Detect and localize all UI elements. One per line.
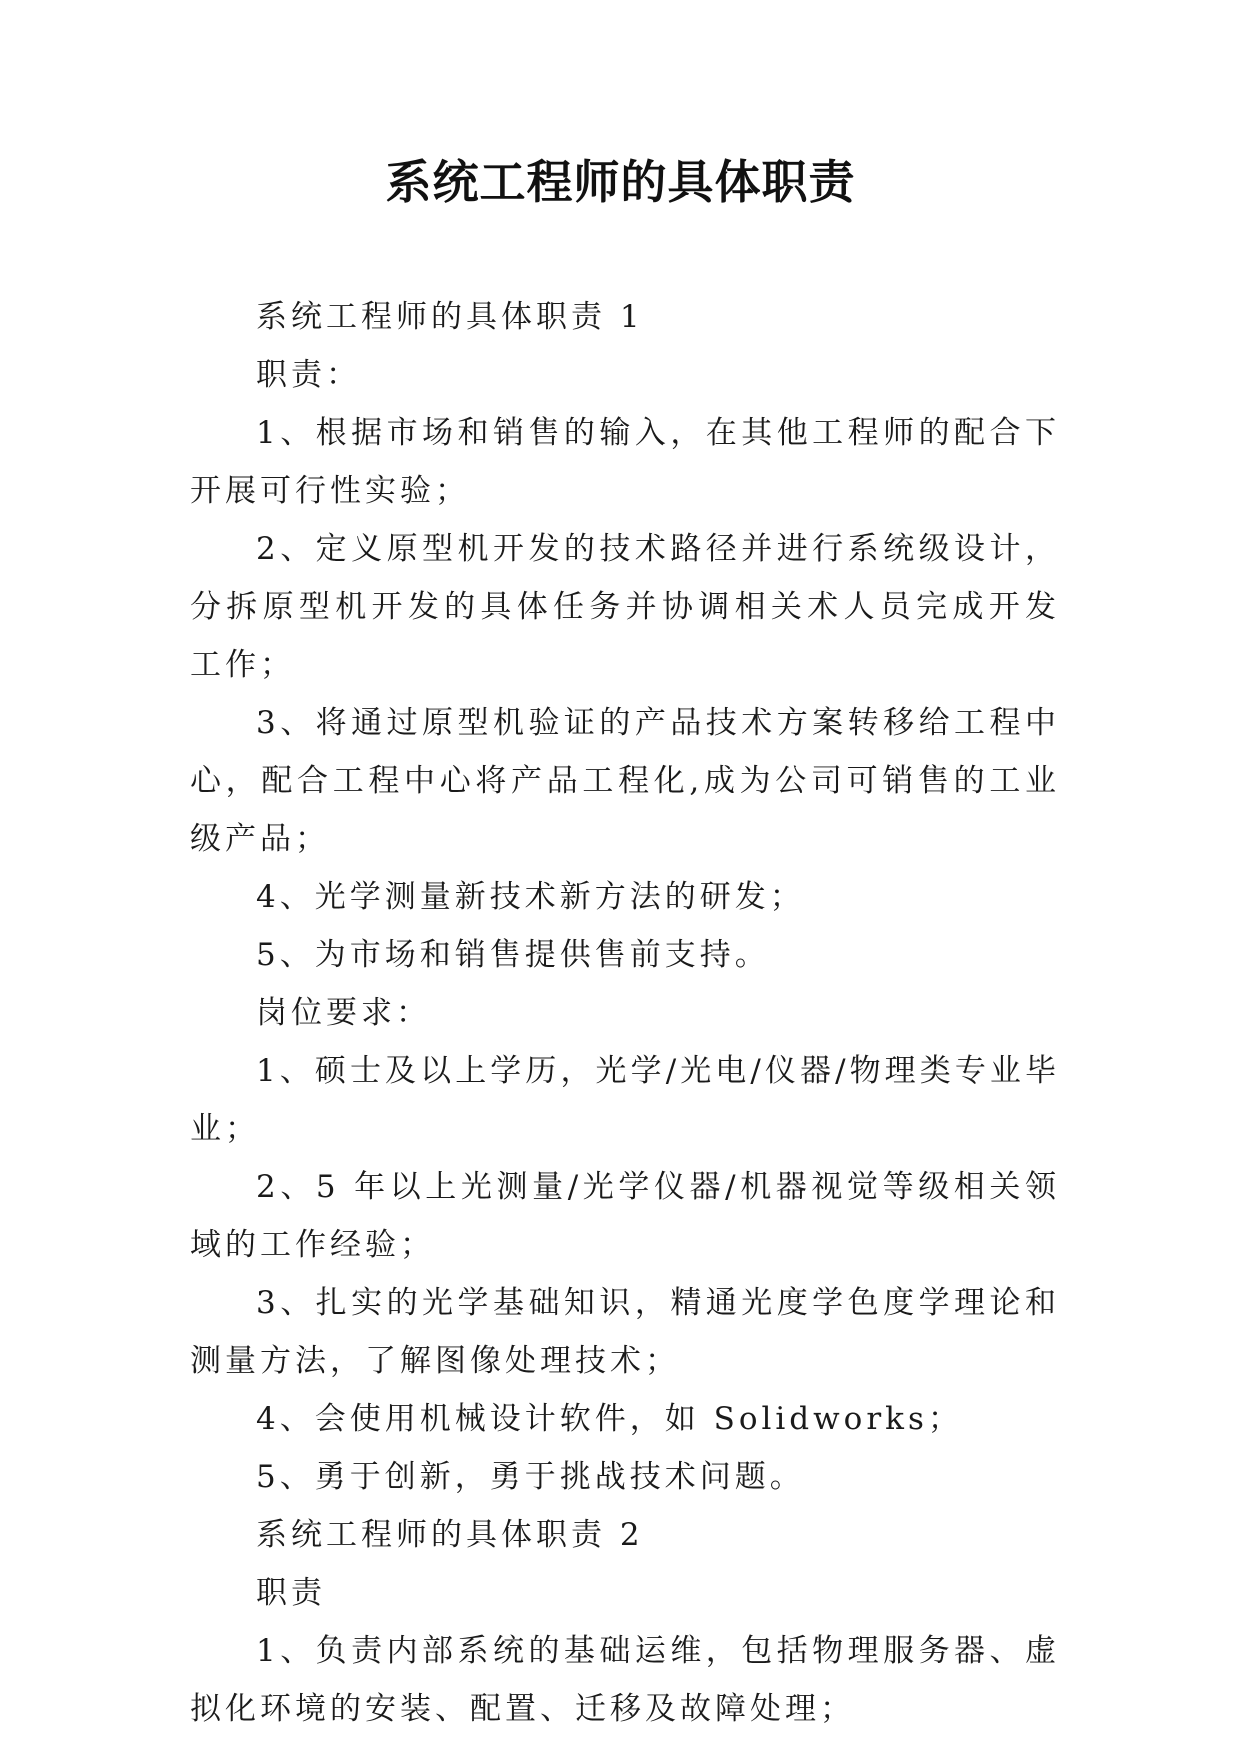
- section-heading-2: 系统工程师的具体职责 2: [256, 1517, 644, 1553]
- requirement-item: 3、扎实的光学基础知识，精通光度学色度学理论和测量方法，了解图像处理技术；: [190, 1285, 1060, 1379]
- duties-label: 职责: [256, 1575, 326, 1611]
- duties-label: 职责：: [256, 357, 361, 393]
- requirements-label: 岗位要求：: [256, 995, 431, 1031]
- duty-item: 1、负责内部系统的基础运维，包括物理服务器、虚拟化环境的安装、配置、迁移及故障处理；: [190, 1633, 1060, 1727]
- requirement-item: 4、会使用机械设计软件，如 Solidworks；: [256, 1401, 963, 1437]
- duty-item: 3、将通过原型机验证的产品技术方案转移给工程中心，配合工程中心将产品工程化,成为公司可销售的工业级产品；: [190, 705, 1060, 857]
- duty-item: 4、光学测量新技术新方法的研发；: [256, 879, 805, 915]
- requirement-item: 5、勇于创新，勇于挑战技术问题。: [256, 1459, 805, 1495]
- duty-item: 2、定义原型机开发的技术路径并进行系统级设计，分拆原型机开发的具体任务并协调相关术人员完成开发工作；: [190, 531, 1060, 683]
- requirement-item: 2、5 年以上光测量/光学仪器/机器视觉等级相关领域的工作经验；: [190, 1169, 1060, 1263]
- section-heading-1: 系统工程师的具体职责 1: [256, 299, 644, 335]
- duty-item: 5、为市场和销售提供售前支持。: [256, 937, 770, 973]
- requirement-item: 1、硕士及以上学历，光学/光电/仪器/物理类专业毕业；: [190, 1053, 1060, 1147]
- document-title: 系统工程师的具体职责: [385, 155, 856, 209]
- duty-item: 1、根据市场和销售的输入，在其他工程师的配合下开展可行性实验；: [190, 415, 1060, 509]
- document-body: [190, 288, 1060, 1738]
